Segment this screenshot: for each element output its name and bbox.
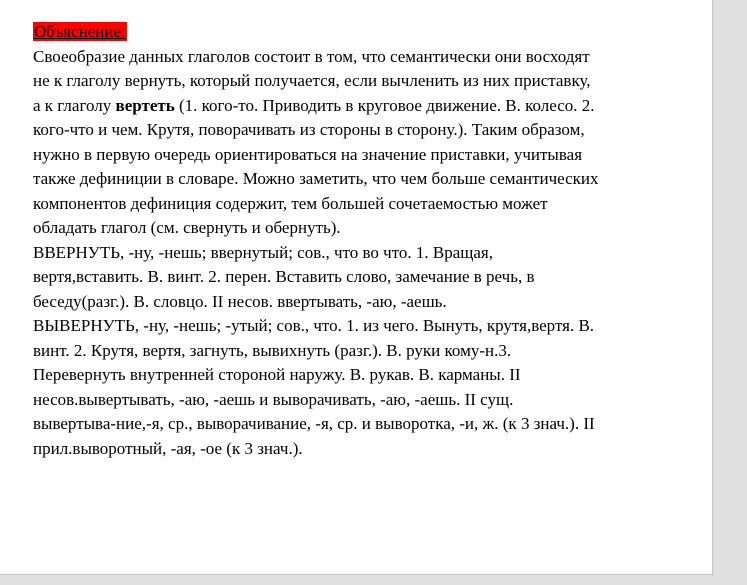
text-line: Своеобразие данных глаголов состоит в том, что семантически они восходят	[33, 46, 590, 66]
text-line: компонентов дефиниция содержит, тем большей сочетаемостью может	[33, 193, 548, 213]
document-body[interactable]	[33, 20, 599, 461]
text-line: нужно в первую очередь ориентироваться на значение приставки, учитывая	[33, 144, 583, 164]
text-line: не к глаголу вернуть, который получается, если вычленить из них приставку,	[33, 71, 591, 90]
bold-term: вертеть	[115, 95, 175, 115]
text-line: кого-что и чем. Крутя, поворачивать из стороны в сторону.). Таким образом,	[33, 120, 585, 139]
text: (1. кого-то. Приводить в круговое движение. В. колесо. 2.	[174, 95, 595, 115]
entry-line: ВВЕРНУТЬ, -ну, -нешь; ввернутый; сов., что во что. 1. Вращая,	[33, 242, 494, 262]
text-line: также дефиниции в словаре. Можно заметить, что чем больше семантических	[33, 169, 599, 188]
text-line	[33, 94, 599, 119]
entry-line: винт. 2. Крутя, вертя, загнуть, вывихнуть (разг.). В. руки кому-н.3.	[33, 340, 512, 360]
entry-line: беседу(разг.). В. словцо. II несов. ввертывать, -аю, -аешь.	[33, 291, 447, 311]
heading-line	[33, 20, 599, 45]
entry-line: Перевернуть внутренней стороной наружу. В. рукав. В. карманы. II	[33, 365, 521, 384]
entry-line: вывертыва-ние,-я, ср., выворачивание, -я, ср. и выворотка, -и, ж. (к 3 знач.). II	[33, 414, 595, 433]
entry-line: ВЫВЕРНУТЬ, -ну, -нешь; -утый; сов., что. 1. из чего. Вынуть, крутя,вертя. В.	[33, 316, 595, 335]
heading: Объяснение:	[34, 22, 126, 41]
entry-line: прил.выворотный, -ая, -ое (к 3 знач.).	[33, 438, 303, 458]
entry-line: несов.вывертывать, -аю, -аешь и выворачивать, -аю, -аешь. II сущ.	[33, 389, 514, 409]
text: а к глаголу	[33, 95, 116, 115]
entry-line: вертя,вставить. В. винт. 2. перен. Вставить слово, замечание в речь, в	[33, 267, 535, 286]
text-line: обладать глагол (см. свернуть и обернуть).	[33, 218, 341, 237]
